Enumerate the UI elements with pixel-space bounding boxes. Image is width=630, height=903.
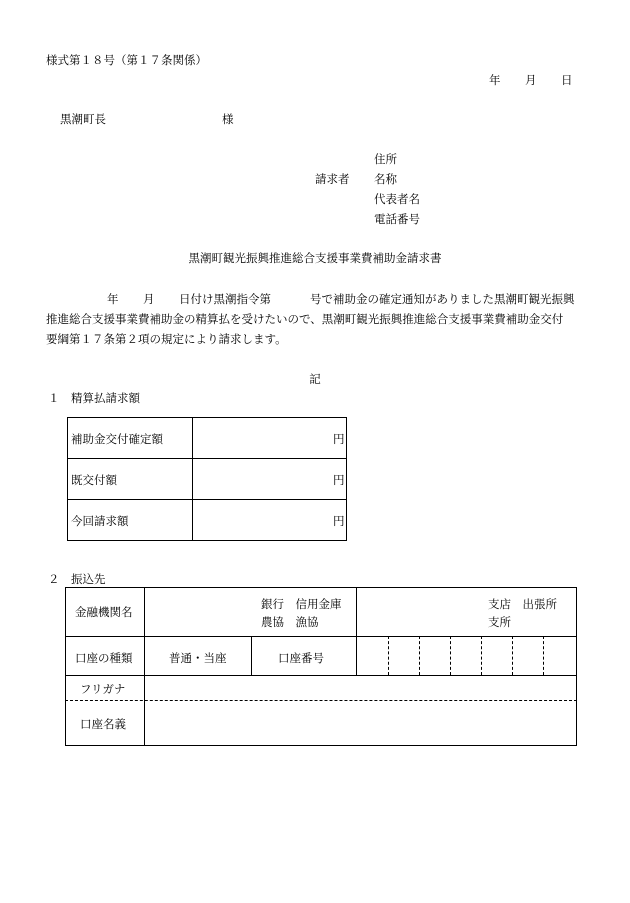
addressee-honorific: 様 bbox=[222, 112, 234, 126]
account-number-divider bbox=[356, 636, 357, 675]
digit-box-divider bbox=[419, 636, 420, 675]
row-request-amount-label: 今回請求額 bbox=[71, 514, 129, 528]
requester-phone-label: 電話番号 bbox=[374, 212, 420, 226]
bank-types-line2: 農協 漁協 bbox=[261, 615, 319, 629]
settlement-row-line bbox=[67, 458, 347, 459]
bank-table-row-line bbox=[65, 675, 577, 676]
furigana-label: フリガナ bbox=[80, 682, 126, 696]
bank-table-label-divider bbox=[144, 587, 145, 746]
bank-name-label: 金融機関名 bbox=[75, 605, 133, 619]
addressee-name: 黒潮町長 bbox=[60, 112, 106, 126]
digit-box-divider bbox=[481, 636, 482, 675]
section1-heading: １ 精算払請求額 bbox=[48, 391, 140, 405]
branch-types-line1: 支店 出張所 bbox=[488, 597, 557, 611]
form-number: 様式第１８号（第１７条関係） bbox=[46, 53, 207, 67]
settlement-row-line bbox=[67, 499, 347, 500]
body-month: 月 bbox=[143, 292, 155, 306]
account-number-label: 口座番号 bbox=[278, 651, 324, 665]
account-holder-label: 口座名義 bbox=[80, 717, 126, 731]
requester-address-label: 住所 bbox=[374, 152, 397, 166]
document-title: 黒潮町観光振興推進総合支援事業費補助金請求書 bbox=[188, 251, 442, 265]
row-confirmed-amount-label: 補助金交付確定額 bbox=[71, 432, 163, 446]
digit-box-divider bbox=[388, 636, 389, 675]
digit-box-divider bbox=[512, 636, 513, 675]
furigana-dashed-line bbox=[65, 700, 577, 701]
settlement-table-divider bbox=[192, 417, 193, 541]
body-year: 年 bbox=[107, 292, 119, 306]
date-year: 年 bbox=[489, 73, 501, 87]
body-line1-rest: 号で補助金の確定通知がありました黒潮町観光振興 bbox=[310, 292, 575, 306]
requester-representative-label: 代表者名 bbox=[374, 192, 420, 206]
requester-name-label: 名称 bbox=[374, 172, 397, 186]
row-confirmed-amount-unit: 円 bbox=[333, 432, 345, 446]
body-day-ref: 日付け黒潮指令第 bbox=[179, 292, 271, 306]
body-line2: 推進総合支援事業費補助金の精算払を受けたいので、黒潮町観光振興推進総合支援事業費補助金交付 bbox=[46, 312, 564, 326]
bank-branch-divider bbox=[356, 587, 357, 636]
section2-heading: ２ 振込先 bbox=[48, 572, 106, 586]
bank-types-line1: 銀行 信用金庫 bbox=[261, 597, 342, 611]
row-paid-amount-unit: 円 bbox=[333, 473, 345, 487]
row-paid-amount-label: 既交付額 bbox=[71, 473, 117, 487]
account-type-value: 普通・当座 bbox=[169, 651, 227, 665]
bank-table-row-line bbox=[65, 636, 577, 637]
row-request-amount-unit: 円 bbox=[333, 514, 345, 528]
branch-types-line2: 支所 bbox=[488, 615, 511, 629]
account-type-label: 口座の種類 bbox=[75, 651, 133, 665]
ki-marker: 記 bbox=[309, 372, 321, 386]
body-line3: 要綱第１７条第２項の規定により請求します。 bbox=[46, 332, 287, 346]
digit-box-divider bbox=[543, 636, 544, 675]
date-month: 月 bbox=[525, 73, 537, 87]
account-type-divider bbox=[251, 636, 252, 675]
date-day: 日 bbox=[561, 73, 573, 87]
digit-box-divider bbox=[450, 636, 451, 675]
requester-label: 請求者 bbox=[315, 172, 350, 186]
